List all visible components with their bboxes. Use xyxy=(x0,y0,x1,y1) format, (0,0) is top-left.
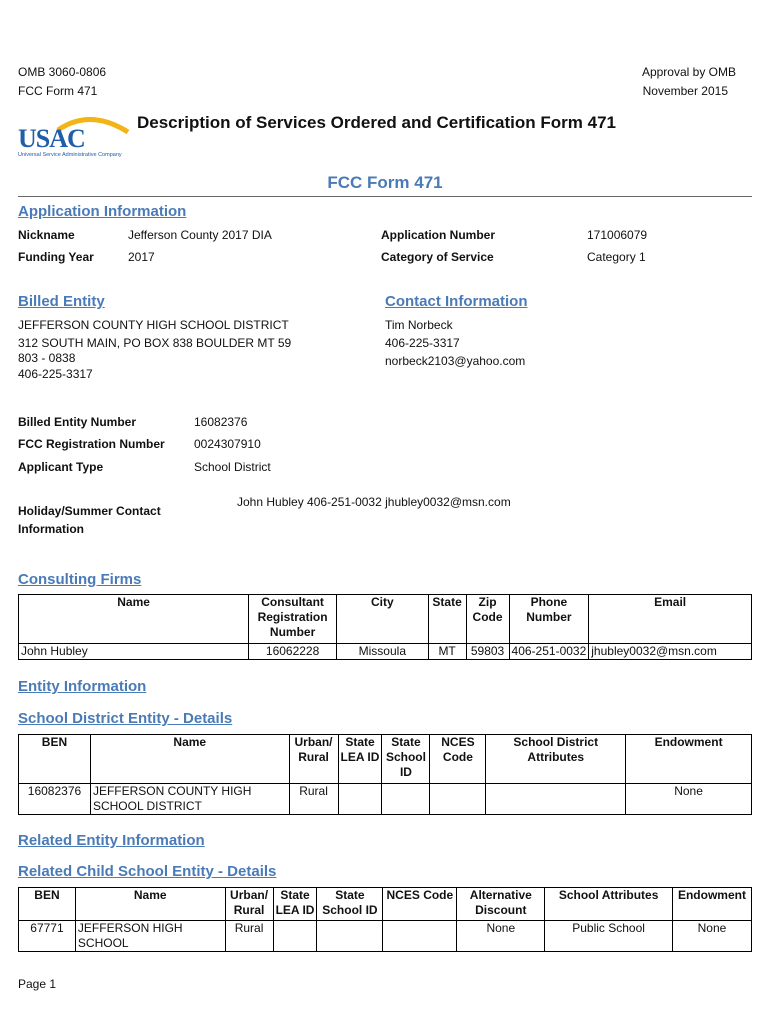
nickname-value: Jefferson County 2017 DIA xyxy=(128,228,272,242)
contact-heading: Contact Information xyxy=(385,293,528,310)
consulting-table xyxy=(18,594,752,660)
column-header: Name xyxy=(19,595,249,644)
column-header: BEN xyxy=(19,735,91,784)
document-title: Description of Services Ordered and Certification Form 471 xyxy=(137,113,616,132)
table-cell xyxy=(338,784,382,815)
column-header: School District Attributes xyxy=(486,735,626,784)
child-table xyxy=(18,887,752,952)
column-header: Email xyxy=(589,595,752,644)
table-cell: None xyxy=(672,921,751,952)
column-header: Name xyxy=(75,888,225,921)
column-header: Urban/ Rural xyxy=(225,888,273,921)
table-cell: 67771 xyxy=(19,921,76,952)
table-cell: Rural xyxy=(289,784,338,815)
application-number-value: 171006079 xyxy=(587,228,648,242)
column-header: Phone Number xyxy=(509,595,589,644)
category-value: Category 1 xyxy=(587,250,646,264)
contact-phone: 406-225-3317 xyxy=(385,336,460,350)
related-heading: Related Entity Information xyxy=(18,832,205,849)
logo-subtitle: Universal Service Administrative Company xyxy=(18,152,122,158)
contact-email: norbeck2103@yahoo.com xyxy=(385,354,526,368)
table-cell: 406-251-0032 xyxy=(509,644,589,660)
logo-text: USAC xyxy=(18,124,85,153)
table-cell: None xyxy=(626,784,752,815)
applicant-type-label: Applicant Type xyxy=(18,460,104,474)
table-cell: Public School xyxy=(545,921,673,952)
table-row xyxy=(19,644,752,660)
column-header: State LEA ID xyxy=(273,888,317,921)
table-cell: JEFFERSON COUNTY HIGH SCHOOL DISTRICT xyxy=(90,784,289,815)
column-header: City xyxy=(337,595,429,644)
billed-entity-number: 16082376 xyxy=(194,415,248,429)
table-header-row xyxy=(19,595,752,644)
applicant-type-value: School District xyxy=(194,460,271,474)
nickname-label: Nickname xyxy=(18,228,75,242)
billed-entity-address: 312 SOUTH MAIN, PO BOX 838 BOULDER MT 59 xyxy=(18,336,292,350)
fcc-registration-label: FCC Registration Number xyxy=(18,437,165,451)
table-cell xyxy=(273,921,317,952)
table-cell xyxy=(383,921,457,952)
column-header: NCES Code xyxy=(430,735,486,784)
holiday-contact-value: John Hubley 406-251-0032 jhubley0032@msn.com xyxy=(237,495,511,509)
table-row xyxy=(19,784,752,815)
application-heading: Application Information xyxy=(18,203,187,220)
column-header: State School ID xyxy=(317,888,383,921)
column-header: Urban/ Rural xyxy=(289,735,338,784)
holiday-contact-label: Holiday/Summer Contact xyxy=(18,504,161,518)
omb-number: OMB 3060-0806 xyxy=(18,65,107,79)
billed-entity-name: JEFFERSON COUNTY HIGH SCHOOL DISTRICT xyxy=(18,318,289,332)
column-header: State xyxy=(428,595,466,644)
column-header: Zip Code xyxy=(466,595,509,644)
page-number: Page 1 xyxy=(18,977,57,991)
table-cell: 16062228 xyxy=(249,644,337,660)
table-cell xyxy=(430,784,486,815)
table-cell: 59803 xyxy=(466,644,509,660)
divider xyxy=(18,196,752,197)
column-header: State School ID xyxy=(382,735,430,784)
form-title: FCC Form 471 xyxy=(327,173,443,192)
table-cell: John Hubley xyxy=(19,644,249,660)
table-cell: 16082376 xyxy=(19,784,91,815)
child-heading: Related Child School Entity - Details xyxy=(18,863,277,880)
billed-entity-address-2: 803 - 0838 xyxy=(18,351,76,365)
holiday-contact-label-2: Information xyxy=(18,522,84,536)
table-cell: None xyxy=(457,921,545,952)
billed-entity-heading: Billed Entity xyxy=(18,293,105,310)
table-cell: MT xyxy=(428,644,466,660)
entity-heading: Entity Information xyxy=(18,678,147,695)
table-cell: Rural xyxy=(225,921,273,952)
table-cell xyxy=(382,784,430,815)
column-header: Name xyxy=(90,735,289,784)
billed-entity-phone: 406-225-3317 xyxy=(18,367,93,381)
consulting-heading: Consulting Firms xyxy=(18,571,142,588)
column-header: Endowment xyxy=(672,888,751,921)
table-header-row xyxy=(19,735,752,784)
table-row xyxy=(19,921,752,952)
table-cell xyxy=(317,921,383,952)
approval-label: Approval by OMB xyxy=(641,65,736,79)
district-table xyxy=(18,734,752,815)
column-header: BEN xyxy=(19,888,76,921)
table-cell xyxy=(486,784,626,815)
column-header: Alternative Discount xyxy=(457,888,545,921)
billed-entity-number-label: Billed Entity Number xyxy=(18,415,137,429)
table-header-row xyxy=(19,888,752,921)
column-header: Endowment xyxy=(626,735,752,784)
category-label: Category of Service xyxy=(381,250,494,264)
column-header: School Attributes xyxy=(545,888,673,921)
form-number: FCC Form 471 xyxy=(18,84,98,98)
column-header: NCES Code xyxy=(383,888,457,921)
application-number-label: Application Number xyxy=(381,228,496,242)
approval-date: November 2015 xyxy=(642,84,728,98)
usac-logo xyxy=(18,112,136,162)
column-header: Consultant Registration Number xyxy=(249,595,337,644)
funding-year-label: Funding Year xyxy=(18,250,94,264)
column-header: State LEA ID xyxy=(338,735,382,784)
table-cell: jhubley0032@msn.com xyxy=(589,644,752,660)
contact-name: Tim Norbeck xyxy=(385,318,453,332)
table-cell: Missoula xyxy=(337,644,429,660)
district-heading: School District Entity - Details xyxy=(18,710,233,727)
fcc-registration-number: 0024307910 xyxy=(194,437,261,451)
table-cell: JEFFERSON HIGH SCHOOL xyxy=(75,921,225,952)
funding-year-value: 2017 xyxy=(128,250,155,264)
